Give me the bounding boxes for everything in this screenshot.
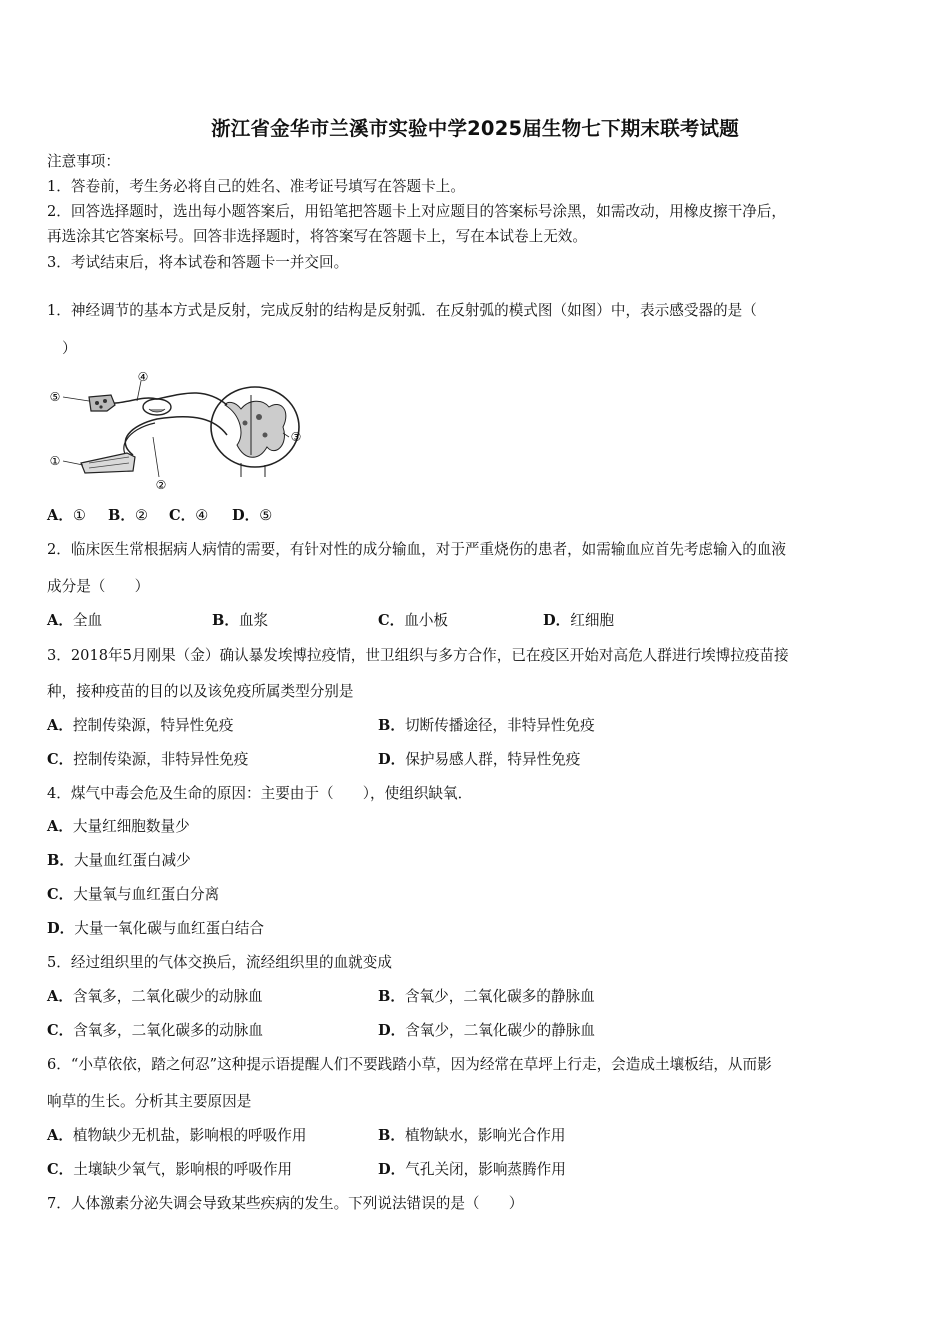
question-4-option-a [47,817,190,837]
question-5-option-a [47,987,263,1007]
option-letter: A． [47,507,73,524]
option-text: 大量血红蛋白减少 [73,852,191,869]
option-letter: D． [378,751,406,768]
question-5-option-c [47,1021,263,1041]
option-letter: B． [212,612,239,629]
question-4-option-b [47,851,191,871]
option-letter: B． [378,988,405,1005]
question-6-option-c [47,1160,292,1180]
option-text: 大量红细胞数量少 [72,818,190,835]
diagram-label: ① [49,454,61,468]
notice-item: 2．回答选择题时，选出每小题答案后，用铅笔把答题卡上对应题目的答案标号涂黑，如需改动，用橡皮擦干净后， [47,203,786,220]
option-letter: C． [47,886,74,903]
question-2-option-d [543,611,614,631]
question-2-stem: 2．临床医生常根据病人病情的需要，有针对性的成分输血，对于严重烧伤的患者，如需输血应首先考虑输入的血液 [47,541,786,558]
question-3-stem: 3．2018年5月刚果（金）确认暴发埃博拉疫情，世卫组织与多方合作，已在疫区开始对高危人群进行埃博拉疫苗接 [47,647,789,664]
option-text: 控制传染源，特异性免疫 [72,717,234,734]
question-3-stem-end: 种，接种疫苗的目的以及该免疫所属类型分别是 [47,683,354,700]
diagram-label: ⑤ [49,390,61,404]
notice-item: 3．考试结束后，将本试卷和答题卡一并交回。 [47,254,349,271]
question-6-stem: 6．“小草依依，踏之何忍”这种提示语提醒人们不要践踏小草，因为经常在草坪上行走，会造成土壤板结，从而影 [47,1056,772,1073]
option-letter: A． [47,818,73,835]
option-letter: C． [47,751,74,768]
option-letter: A． [47,988,73,1005]
question-3-option-a [47,716,233,736]
diagram-label: ② [155,478,167,492]
option-text: 大量一氧化碳与血红蛋白结合 [74,920,264,937]
option-text: 含氧多，二氧化碳多的动脉血 [73,1022,263,1039]
diagram-label: ③ [290,430,302,444]
option-letter: B． [108,507,135,524]
option-letter: A． [47,1127,73,1144]
option-text: 含氧多，二氧化碳少的动脉血 [72,988,263,1005]
question-2-option-b [212,611,268,631]
option-text: 气孔关闭，影响蒸腾作用 [405,1161,566,1178]
question-3-option-c [47,750,248,770]
question-4-stem: 4．煤气中毒会危及生命的原因：主要由于（ ），使组织缺氧． [47,785,473,802]
option-text: 保护易感人群，特异性免疫 [405,751,581,768]
question-7-stem: 7．人体激素分泌失调会导致某些疾病的发生。下列说法错误的是（ ） [47,1195,524,1212]
question-2-option-c [378,611,448,631]
option-letter: D． [543,612,571,629]
question-6-option-d [378,1160,566,1180]
question-6-option-a [47,1126,306,1146]
option-text: 含氧少，二氧化碳少的静脉血 [405,1022,595,1039]
diagram-label: ④ [137,370,149,384]
option-text: 大量氧与血红蛋白分离 [73,886,220,903]
notice-heading: 注意事项： [47,153,120,170]
question-5-option-d [378,1021,595,1041]
option-letter: A． [47,717,73,734]
question-4-option-d [47,919,264,939]
question-1-stem-end: ） [62,340,77,357]
option-text: 含氧少，二氧化碳多的静脉血 [404,988,595,1005]
option-text: 控制传染源，非特异性免疫 [73,751,249,768]
question-1-option-a [47,506,86,526]
option-letter: C． [378,612,405,629]
option-text: 切断传播途径，非特异性免疫 [404,717,595,734]
reflex-arc-diagram [45,365,305,495]
question-1-option-b [108,506,148,526]
exam-title: 浙江省金华市兰溪市实验中学2025届生物七下期末联考试题 [211,117,739,140]
option-letter: D． [47,920,75,937]
option-text: 红细胞 [570,612,615,629]
option-letter: C． [47,1022,74,1039]
option-letter: B． [47,852,74,869]
question-6-stem-end: 响草的生长。分析其主要原因是 [47,1093,252,1110]
question-1-stem: 1．神经调节的基本方式是反射，完成反射的结构是反射弧．在反射弧的模式图（如图）中，表示感受器的是（ [47,302,757,319]
option-text: ① [72,507,87,524]
question-1-option-c [169,506,208,526]
option-text: ④ [195,507,209,524]
option-text: 血小板 [404,612,449,629]
notice-item: 1．答卷前，考生务必将自己的姓名、准考证号填写在答题卡上。 [47,178,465,195]
option-text: 全血 [72,612,103,629]
option-text: 土壤缺少氧气，影响根的呼吸作用 [73,1161,293,1178]
question-2-stem-end: 成分是（ ） [47,578,150,595]
question-1-option-d [232,506,272,526]
option-letter: D． [378,1161,406,1178]
option-letter: B． [378,1127,405,1144]
question-3-option-d [378,750,580,770]
option-text: ⑤ [259,507,273,524]
option-letter: A． [47,612,73,629]
question-2-option-a [47,611,102,631]
option-letter: B． [378,717,405,734]
notice-item: 再选涂其它答案标号。回答非选择题时，将答案写在答题卡上，写在本试卷上无效。 [47,228,587,245]
option-text: 血浆 [238,612,269,629]
option-letter: C． [47,1161,74,1178]
option-text: 植物缺水，影响光合作用 [404,1127,566,1144]
option-text: ② [134,507,149,524]
question-3-option-b [378,716,595,736]
option-letter: D． [378,1022,406,1039]
question-5-option-b [378,987,595,1007]
question-4-option-c [47,885,219,905]
option-letter: D． [232,507,260,524]
option-letter: C． [169,507,196,524]
question-6-option-b [378,1126,565,1146]
question-5-stem: 5．经过组织里的气体交换后，流经组织里的血就变成 [47,954,392,971]
option-text: 植物缺少无机盐，影响根的呼吸作用 [72,1127,307,1144]
